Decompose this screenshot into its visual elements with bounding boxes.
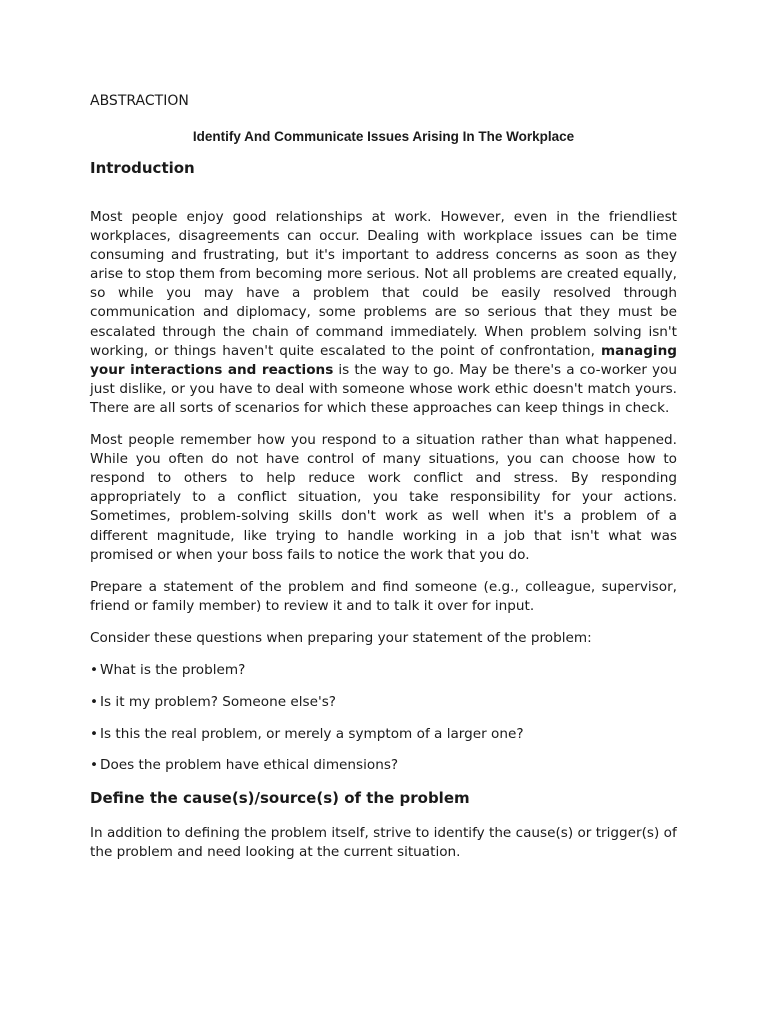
document-body	[90, 92, 677, 875]
paragraph-1-end: is the way to go. May be there's a co-worker you just dislike, or you have to deal with someone whose work ethic doesn't match yours. There are all sorts of scenarios for which these approaches can keep things in check.	[90, 361, 677, 416]
introduction-heading: Introduction	[90, 159, 195, 177]
list-item	[90, 756, 677, 775]
questions-list	[90, 661, 677, 775]
bullet-icon: •	[90, 661, 99, 678]
bullet-icon: •	[90, 757, 99, 774]
list-item-text: Is it my problem? Someone else's?	[100, 693, 337, 710]
list-item-text: Does the problem have ethical dimensions?	[100, 757, 399, 774]
bullet-icon: •	[90, 725, 99, 742]
list-item-text: Is this the real problem, or merely a symptom of a larger one?	[100, 725, 524, 742]
cause-heading: Define the cause(s)/source(s) of the problem	[90, 789, 470, 808]
document-label: ABSTRACTION	[90, 93, 189, 109]
document-title: Identify And Communicate Issues Arising In The Workplace	[192, 129, 575, 144]
paragraph-3: Prepare a statement of the problem and find someone (e.g., colleague, supervisor, friend or family member) to review it and to talk it over for input.	[90, 578, 677, 614]
paragraph-4: Consider these questions when preparing your statement of the problem:	[90, 629, 592, 646]
list-item	[90, 725, 677, 744]
list-item	[90, 661, 677, 680]
paragraph-1-start: Most people enjoy good relationships at work. However, even in the friendliest workplaces, disagreements can occur. Dealing with workplace issues can be time consuming and frustrating, but it's important to address concerns as soon as they arise to stop them from becoming more serious. Not all problems are created equally, so while you may have a problem that could be easily resolved through communication and diplomacy, some problems are so serious that they must be escalated through the chain of command immediately. When problem solving isn't working, or things haven't quite escalated to the point of confrontation,	[90, 209, 677, 359]
paragraph-5: In addition to defining the problem itself, strive to identify the cause(s) or trigger(s) of the problem and need looking at the current situation.	[90, 825, 677, 861]
list-item	[90, 693, 677, 712]
paragraph-1	[90, 208, 677, 418]
paragraph-2: Most people remember how you respond to a situation rather than what happened. While you often do not have control of many situations, you can choose how to respond to others to help reduce work conflict and stress. By responding appropriately to a conflict situation, you take responsibility for your actions. Sometimes, problem-solving skills don't work as well when it's a problem of a different magnitude, like trying to handle working in a job that isn't what was promised or when your boss fails to notice the work that you do.	[90, 432, 677, 563]
paragraph-1-bold: managing your interactions and reactions	[90, 342, 677, 378]
bullet-icon: •	[90, 693, 99, 710]
list-item-text: What is the problem?	[100, 661, 246, 678]
